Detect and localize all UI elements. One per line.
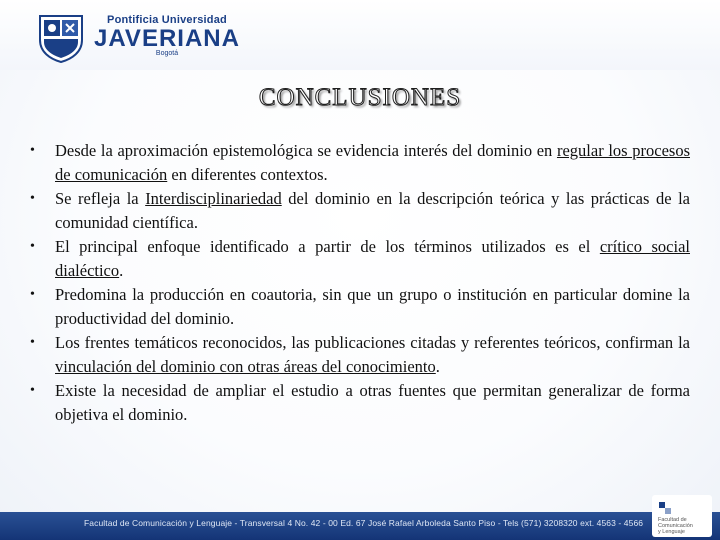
bullet-item: [30, 187, 690, 235]
bullet-emphasis: vinculación del dominio con otras áreas del conocimiento: [55, 357, 436, 376]
bullet-text: en diferentes contextos.: [167, 165, 328, 184]
bullet-item: [30, 379, 690, 427]
bullet-dot-icon: •: [30, 335, 35, 350]
faculty-logo-icon: [658, 501, 672, 515]
bullet-text: .: [435, 357, 440, 376]
logo-line3: Bogotá: [155, 50, 179, 57]
bullet-text: Se refleja la: [55, 189, 146, 208]
faculty-logo-line: y Lenguaje: [658, 529, 685, 535]
bullet-emphasis: crítico social dialéctico: [55, 237, 690, 280]
university-logo: [36, 10, 240, 70]
bullet-dot-icon: •: [30, 239, 35, 254]
bullet-text: Predomina la producción en coautoria, sin que un grupo o institución en particular domine la productividad del dominio.: [55, 285, 690, 328]
bullet-item: [30, 283, 690, 331]
bullet-text: Desde la aproximación epistemológica se evidencia interés del dominio en: [55, 141, 557, 160]
bullet-dot-icon: •: [30, 191, 35, 206]
bullet-item: [30, 235, 690, 283]
faculty-logo-line: Comunicación: [658, 523, 693, 529]
bullet-text: Los frentes temáticos reconocidos, las publicaciones citadas y referentes teóricos, confirman la: [55, 333, 690, 352]
conclusions-list: [30, 139, 690, 427]
bullet-dot-icon: •: [30, 383, 35, 398]
slide-title: CONCLUSIONES: [258, 84, 462, 111]
faculty-logo-line: Facultad de: [658, 517, 687, 523]
shield-icon: [36, 12, 86, 64]
bullet-text: .: [119, 261, 124, 280]
bullet-text: Existe la necesidad de ampliar el estudio a otras fuentes que permitan generalizar de forma objetiva el dominio.: [55, 381, 690, 424]
bullet-item: [30, 331, 690, 379]
logo-line1: Pontificia Universidad: [107, 14, 227, 26]
bullet-text: El principal enfoque identificado a partir de los términos utilizados es el: [55, 237, 600, 256]
bullet-dot-icon: •: [30, 287, 35, 302]
bullet-emphasis: regular los procesos de comunicación: [55, 141, 690, 184]
bullet-text: del dominio en la descripción teórica y las prácticas de la comunidad científica.: [55, 189, 690, 232]
faculty-logo-text: [658, 517, 710, 535]
bullet-emphasis: Interdisciplinariedad: [145, 189, 282, 208]
logo-wordmark: [92, 10, 242, 70]
logo-line2: JAVERIANA: [94, 25, 240, 52]
footer-address: Facultad de Comunicación y Lenguaje - Transversal 4 No. 42 - 00 Ed. 67 José Rafael Arboleda Santo Piso - Tels (571) 3208320 ext. 4563 - 4566: [84, 518, 644, 528]
bullet-dot-icon: •: [30, 143, 35, 158]
faculty-logo: [652, 495, 712, 537]
bullet-item: [30, 139, 690, 187]
